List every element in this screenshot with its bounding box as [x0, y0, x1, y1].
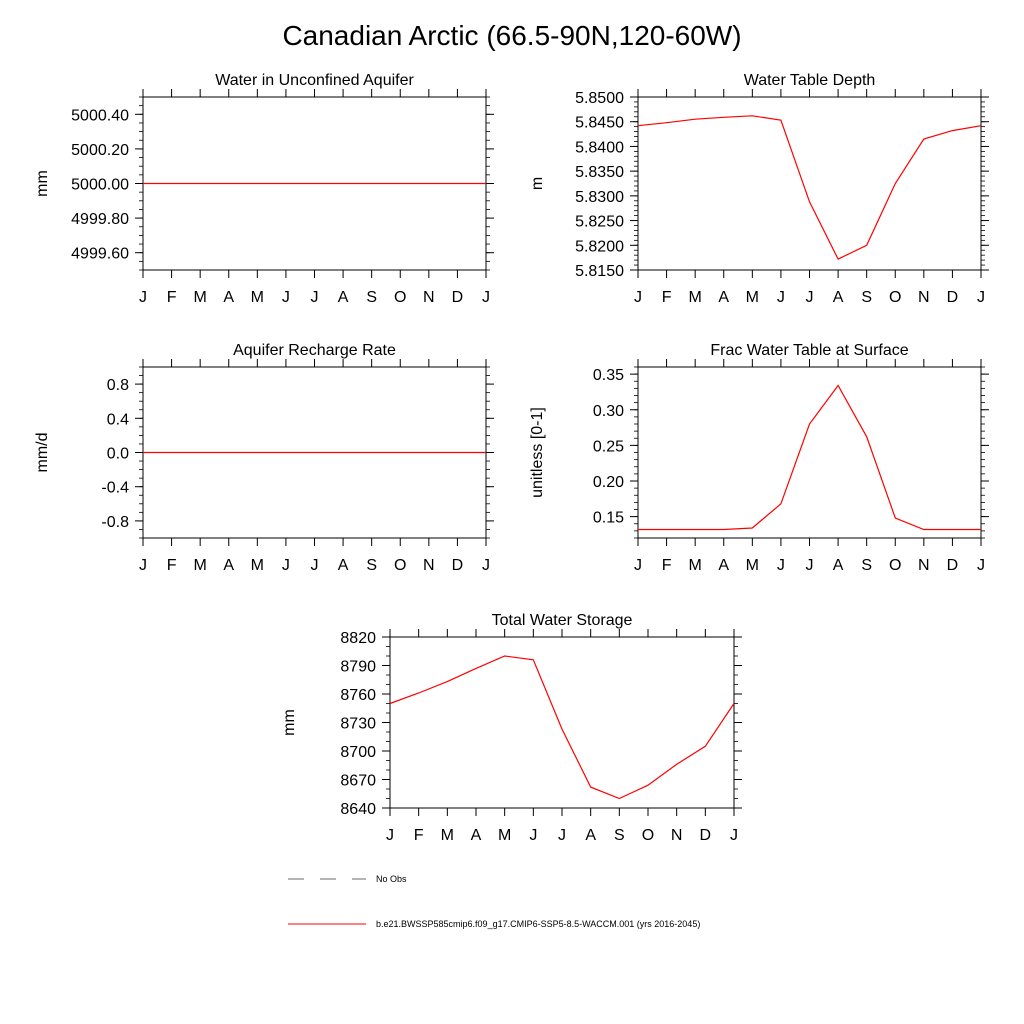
- x-tick-label: J: [634, 289, 642, 306]
- x-tick-label: S: [861, 289, 873, 306]
- series-line: [390, 656, 734, 799]
- x-tick-label: N: [918, 289, 930, 306]
- chart-title: Water Table Depth: [743, 72, 876, 89]
- series-line: [638, 116, 981, 259]
- x-tick-label: O: [889, 289, 902, 306]
- x-tick-label: J: [776, 557, 785, 574]
- plot-frame: [638, 367, 981, 538]
- x-tick-label: S: [861, 557, 873, 574]
- chart-panel-4: [529, 342, 989, 574]
- x-tick-label: O: [641, 827, 655, 844]
- x-tick-label: J: [482, 289, 490, 306]
- x-tick-label: F: [166, 557, 177, 574]
- y-tick-label: 5.8150: [575, 263, 624, 280]
- x-tick-label: F: [661, 557, 672, 574]
- x-tick-label: J: [281, 289, 290, 306]
- y-tick-label: 4999.80: [71, 211, 129, 229]
- x-tick-label: J: [310, 289, 319, 306]
- chart-title: Aquifer Recharge Rate: [233, 342, 396, 359]
- y-tick-label: 5000.00: [71, 176, 129, 194]
- legend-label-obs: No Obs: [376, 874, 407, 884]
- y-tick-label: 5000.20: [71, 141, 129, 159]
- x-tick-label: S: [366, 557, 378, 574]
- chart-panel-1: [34, 72, 494, 306]
- y-tick-label: 8640: [340, 801, 376, 818]
- legend-label-model: b.e21.BWSSP585cmip6.f09_g17.CMIP6-SSP5-8.5-WACCM.001 (yrs 2016-2045): [376, 919, 701, 929]
- y-tick-label: 0.25: [592, 438, 624, 456]
- y-axis-label: unitless [0-1]: [529, 407, 546, 498]
- x-tick-label: M: [498, 827, 512, 844]
- y-tick-label: 5.8350: [575, 164, 624, 182]
- y-tick-label: 0.0: [106, 445, 129, 463]
- y-tick-label: 5.8250: [575, 213, 624, 231]
- chart-title: Water in Unconfined Aquifer: [215, 72, 414, 89]
- x-tick-label: M: [745, 289, 759, 306]
- x-tick-label: J: [310, 557, 319, 574]
- x-tick-label: A: [337, 289, 349, 306]
- y-axis-label: mm: [34, 170, 51, 197]
- y-tick-label: 5000.40: [71, 107, 129, 125]
- x-tick-label: J: [139, 289, 147, 306]
- chart-title: Frac Water Table at Surface: [710, 342, 909, 359]
- x-tick-label: J: [805, 289, 814, 306]
- y-tick-label: 8790: [340, 658, 376, 676]
- x-tick-label: A: [832, 557, 844, 574]
- x-tick-label: M: [250, 557, 264, 574]
- y-tick-label: 5.8500: [575, 90, 624, 107]
- x-tick-label: O: [394, 557, 407, 574]
- y-tick-label: 8700: [340, 744, 376, 761]
- x-tick-label: M: [688, 557, 702, 574]
- chart-panel-2: [529, 72, 989, 306]
- x-tick-label: F: [661, 289, 672, 306]
- x-tick-label: N: [918, 557, 930, 574]
- x-tick-label: A: [470, 827, 482, 844]
- x-tick-label: N: [423, 557, 435, 574]
- x-tick-label: S: [613, 827, 625, 844]
- x-tick-label: S: [366, 289, 378, 306]
- x-tick-label: O: [889, 557, 902, 574]
- x-tick-label: N: [423, 289, 435, 306]
- x-tick-label: J: [805, 557, 814, 574]
- x-tick-label: A: [832, 289, 844, 306]
- chart-title: Total Water Storage: [491, 612, 633, 629]
- plot-frame: [390, 637, 734, 808]
- y-tick-label: 0.35: [592, 367, 624, 385]
- y-tick-label: 5.8200: [575, 238, 624, 256]
- x-tick-label: A: [718, 289, 730, 306]
- plot-frame: [638, 97, 981, 270]
- y-tick-label: 4999.60: [71, 245, 129, 263]
- x-tick-label: J: [634, 557, 642, 574]
- x-tick-label: A: [223, 557, 235, 574]
- y-axis-label: mm/d: [34, 432, 51, 473]
- y-tick-label: 0.30: [592, 402, 624, 420]
- x-tick-label: J: [139, 557, 147, 574]
- x-tick-label: A: [337, 557, 349, 574]
- x-tick-label: O: [394, 289, 407, 306]
- series-line: [638, 386, 981, 530]
- x-tick-label: A: [718, 557, 730, 574]
- legend: [288, 874, 700, 929]
- x-tick-label: M: [688, 289, 702, 306]
- y-tick-label: 8730: [340, 715, 376, 733]
- y-tick-label: 8820: [340, 630, 376, 647]
- x-tick-label: M: [193, 289, 207, 306]
- x-tick-label: J: [386, 827, 394, 844]
- x-tick-label: J: [558, 827, 566, 844]
- y-tick-label: -0.8: [101, 513, 129, 531]
- x-tick-label: D: [451, 557, 464, 574]
- x-tick-label: A: [585, 827, 597, 844]
- y-tick-label: 0.4: [106, 411, 129, 429]
- x-tick-label: D: [946, 289, 959, 306]
- page-title: Canadian Arctic (66.5-90N,120-60W): [282, 20, 742, 51]
- x-tick-label: M: [193, 557, 207, 574]
- y-tick-label: 5.8300: [575, 188, 624, 206]
- x-tick-label: J: [281, 557, 290, 574]
- x-tick-label: M: [440, 827, 454, 844]
- x-tick-label: F: [413, 827, 424, 844]
- y-tick-label: 5.8400: [575, 139, 624, 157]
- x-tick-label: J: [776, 289, 785, 306]
- x-tick-label: F: [166, 289, 177, 306]
- y-tick-label: 0.20: [592, 474, 624, 491]
- y-axis-label: m: [529, 176, 546, 191]
- chart-panel-3: [34, 342, 494, 574]
- x-tick-label: J: [730, 827, 738, 844]
- y-tick-label: 8760: [340, 687, 376, 704]
- x-tick-label: J: [977, 289, 985, 306]
- x-tick-label: M: [250, 289, 264, 306]
- chart-panel-5: [281, 612, 742, 844]
- x-tick-label: A: [223, 289, 235, 306]
- y-tick-label: 5.8450: [575, 114, 624, 132]
- y-axis-label: mm: [281, 709, 298, 736]
- x-tick-label: N: [670, 827, 683, 844]
- y-tick-label: 0.15: [592, 509, 624, 527]
- x-tick-label: J: [977, 557, 985, 574]
- x-tick-label: J: [482, 557, 490, 574]
- x-tick-label: D: [699, 827, 712, 844]
- x-tick-label: J: [529, 827, 538, 844]
- x-tick-label: D: [946, 557, 959, 574]
- x-tick-label: D: [451, 289, 464, 306]
- x-tick-label: M: [745, 557, 759, 574]
- y-tick-label: 0.8: [106, 377, 129, 395]
- y-tick-label: -0.4: [101, 479, 129, 497]
- y-tick-label: 8670: [340, 772, 376, 790]
